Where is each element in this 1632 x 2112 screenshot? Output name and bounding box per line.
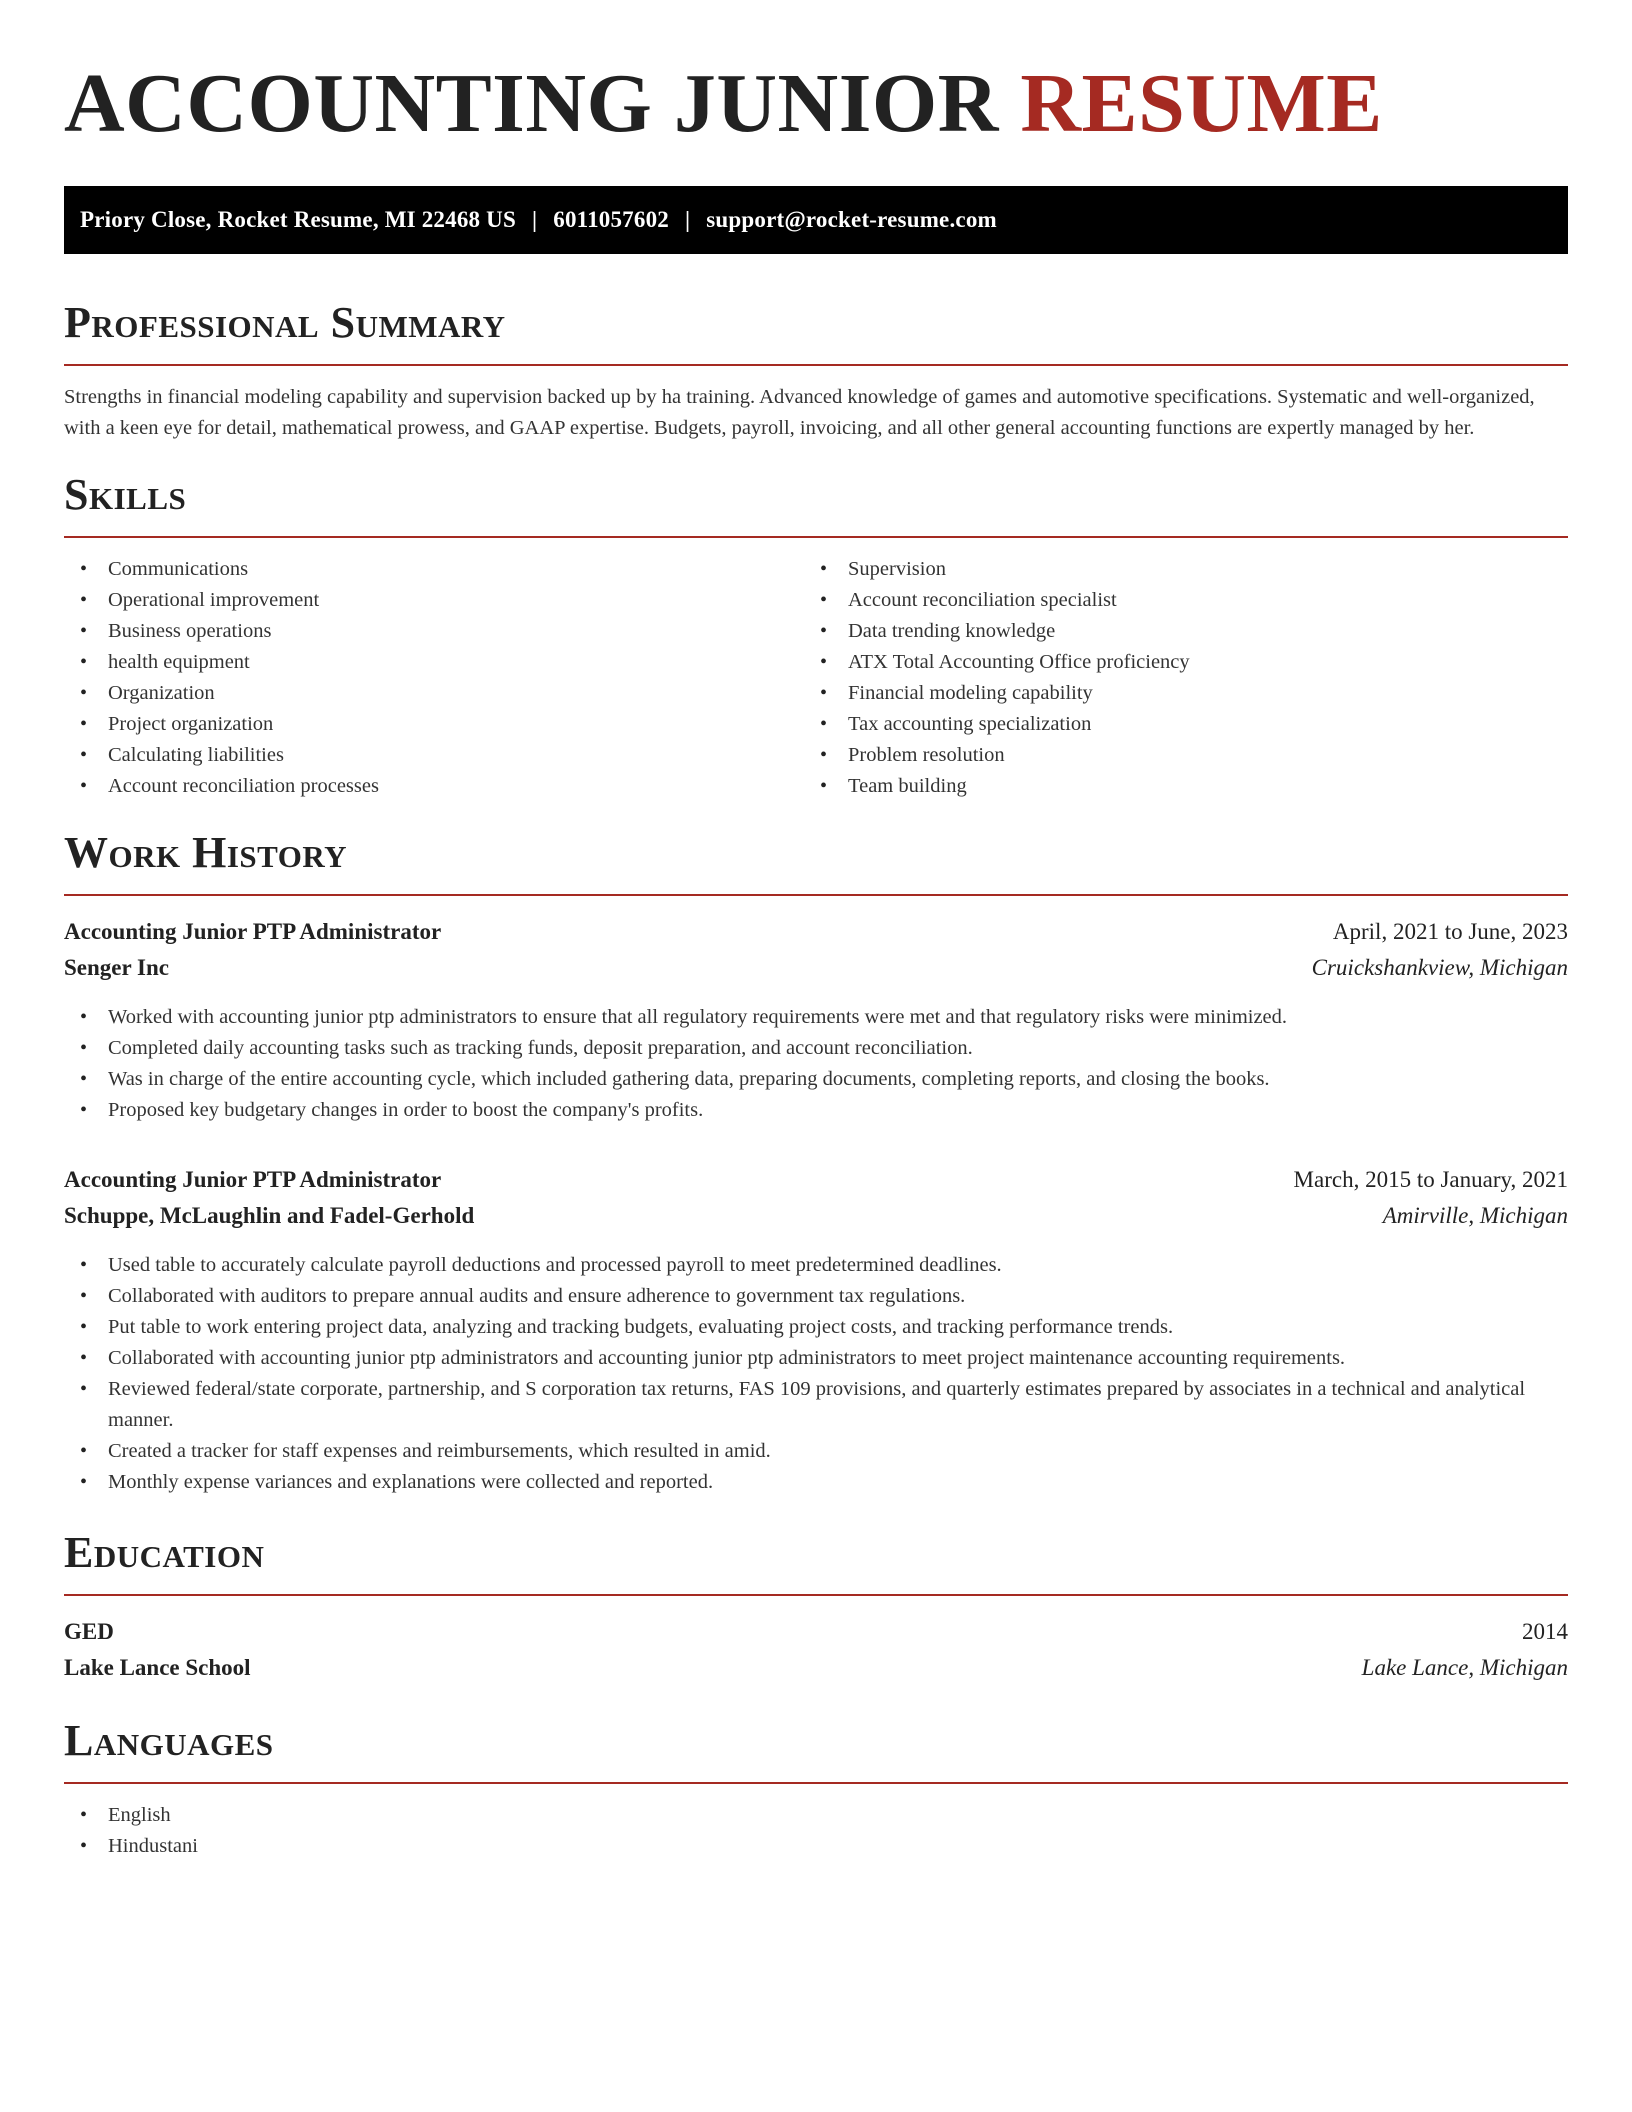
education-header-row xyxy=(64,1614,1568,1650)
contact-separator: | xyxy=(531,207,538,232)
skills-columns xyxy=(64,554,1568,802)
skills-list-right xyxy=(804,554,1544,802)
language-item: • Hindustani xyxy=(64,1831,1568,1862)
education-section xyxy=(64,1528,1568,1686)
section-divider xyxy=(64,1594,1568,1596)
job-bullet: • Was in charge of the entire accounting cycle, which included gathering data, preparing documents, completing reports, and closing the books. xyxy=(64,1064,1568,1095)
job-company-row xyxy=(64,1198,1568,1234)
skills-section xyxy=(64,470,1568,802)
job-role: Accounting Junior PTP Administrator xyxy=(64,1167,442,1192)
skill-item: • Business operations xyxy=(64,616,804,647)
job-role: Accounting Junior PTP Administrator xyxy=(64,919,442,944)
skill-item: • Communications xyxy=(64,554,804,585)
job-location: Amirville, Michigan xyxy=(1382,1203,1568,1228)
section-heading: Professional Summary xyxy=(64,298,506,347)
job-entry xyxy=(64,914,1568,1126)
job-bullet: • Collaborated with accounting junior ptp administrators and accounting junior ptp administrators to meet project maintenance accounting requirements. xyxy=(64,1343,1568,1374)
title-main: ACCOUNTING JUNIOR xyxy=(64,57,999,150)
section-heading: Languages xyxy=(64,1716,274,1765)
section-divider xyxy=(64,894,1568,896)
job-bullets xyxy=(64,1250,1568,1498)
contact-email: support@rocket-resume.com xyxy=(706,207,997,232)
skill-item: • ATX Total Accounting Office proficiency xyxy=(804,647,1544,678)
section-heading: Skills xyxy=(64,470,187,519)
contact-bar xyxy=(64,186,1568,254)
education-degree: GED xyxy=(64,1619,114,1644)
skill-item: • Operational improvement xyxy=(64,585,804,616)
job-bullet: • Collaborated with auditors to prepare annual audits and ensure adherence to government tax regulations. xyxy=(64,1281,1568,1312)
contact-phone: 6011057602 xyxy=(553,207,669,232)
title-accent: RESUME xyxy=(1020,57,1383,150)
summary-text: Strengths in financial modeling capability and supervision backed up by ha training. Advanced knowledge of games and automotive specifications. Systematic and well-organized, with a keen eye for detail, mathematical prowess, and GAAP expertise. Budgets, payroll, invoicing, and all other general accounting functions are expertly managed by her. xyxy=(64,386,1535,439)
job-bullet: • Monthly expense variances and explanations were collected and reported. xyxy=(64,1467,1568,1498)
section-divider xyxy=(64,1782,1568,1784)
skill-item: • Project organization xyxy=(64,709,804,740)
job-company-row xyxy=(64,950,1568,986)
job-dates: March, 2015 to January, 2021 xyxy=(1293,1167,1568,1192)
skill-item: • Account reconciliation processes xyxy=(64,771,804,802)
job-bullets xyxy=(64,1002,1568,1126)
job-company: Senger Inc xyxy=(64,955,169,980)
job-dates: April, 2021 to June, 2023 xyxy=(1332,919,1568,944)
job-header-row xyxy=(64,914,1568,950)
job-bullet: • Reviewed federal/state corporate, partnership, and S corporation tax returns, FAS 109 provisions, and quarterly estimates prepared by associates in a technical and analytical manner. xyxy=(64,1374,1568,1436)
job-bullet: • Completed daily accounting tasks such as tracking funds, deposit preparation, and account reconciliation. xyxy=(64,1033,1568,1064)
job-bullet: • Put table to work entering project data, analyzing and tracking budgets, evaluating project costs, and tracking performance trends. xyxy=(64,1312,1568,1343)
contact-address: Priory Close, Rocket Resume, MI 22468 US xyxy=(80,207,516,232)
job-bullet: • Used table to accurately calculate payroll deductions and processed payroll to meet predetermined deadlines. xyxy=(64,1250,1568,1281)
education-school-row xyxy=(64,1650,1568,1686)
skill-item: • Calculating liabilities xyxy=(64,740,804,771)
summary-section xyxy=(64,298,1568,444)
skill-item: • Organization xyxy=(64,678,804,709)
job-bullet: • Worked with accounting junior ptp administrators to ensure that all regulatory requirements were met and that regulatory risks were minimized. xyxy=(64,1002,1568,1033)
section-divider xyxy=(64,536,1568,538)
skill-item: • Account reconciliation specialist xyxy=(804,585,1544,616)
work-history-section xyxy=(64,828,1568,1498)
job-entry xyxy=(64,1162,1568,1498)
job-bullet: • Created a tracker for staff expenses and reimbursements, which resulted in amid. xyxy=(64,1436,1568,1467)
job-location: Cruickshankview, Michigan xyxy=(1311,955,1568,980)
job-company: Schuppe, McLaughlin and Fadel-Gerhold xyxy=(64,1203,475,1228)
skill-item: • Tax accounting specialization xyxy=(804,709,1544,740)
job-header-row xyxy=(64,1162,1568,1198)
contact-separator: | xyxy=(684,207,691,232)
education-location: Lake Lance, Michigan xyxy=(1361,1655,1568,1680)
education-school: Lake Lance School xyxy=(64,1655,251,1680)
skill-item: • Team building xyxy=(804,771,1544,802)
skills-list-left xyxy=(64,554,804,802)
resume-title xyxy=(64,56,1568,152)
language-item: • English xyxy=(64,1800,1568,1831)
skill-item: • health equipment xyxy=(64,647,804,678)
job-bullet: • Proposed key budgetary changes in order to boost the company's profits. xyxy=(64,1095,1568,1126)
education-entry xyxy=(64,1614,1568,1686)
languages-list xyxy=(64,1800,1568,1862)
section-heading: Work History xyxy=(64,828,348,877)
skill-item: • Problem resolution xyxy=(804,740,1544,771)
education-year: 2014 xyxy=(1522,1619,1568,1644)
section-heading: Education xyxy=(64,1528,265,1577)
languages-section xyxy=(64,1716,1568,1862)
section-divider xyxy=(64,364,1568,366)
skill-item: • Data trending knowledge xyxy=(804,616,1544,647)
skill-item: • Supervision xyxy=(804,554,1544,585)
skill-item: • Financial modeling capability xyxy=(804,678,1544,709)
